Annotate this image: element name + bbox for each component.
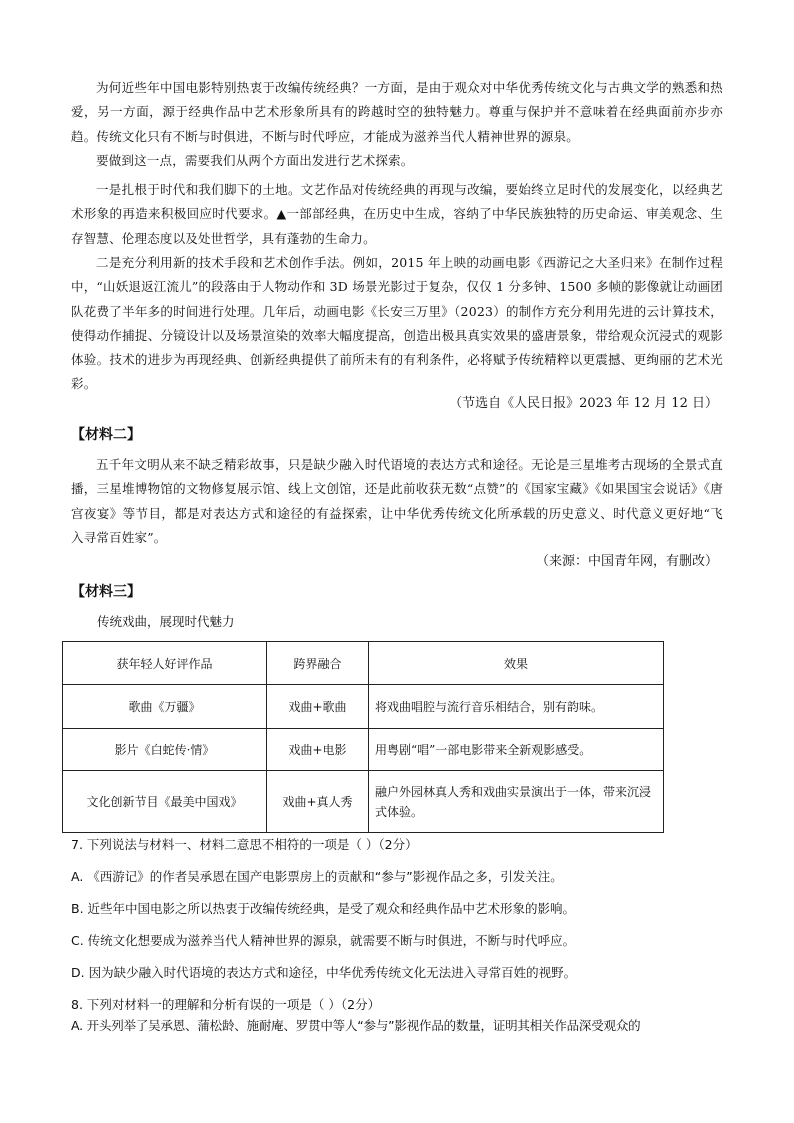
crossover-works-table [62,641,664,833]
table-cell-crossover: 戏曲+真人秀 [267,771,369,833]
table-cell-effect: 将戏曲唱腔与流行音乐相结合，别有韵味。 [369,685,664,729]
material2-paragraph: 五千年文明从来不缺乏精彩故事，只是缺少融入时代语境的表达方式和途径。无论是三星堆考古现场的全景式直播，三星堆博物馆的文物修复展示馆、线上文创馆，还是此前收获无数“点赞”的《国家宝藏》《如果国宝会说话》《唐宫夜宴》等节目，都是对表达方式和途径的有益探索，让中华优秀传统文化所承载的历史意义、时代意义更好地“飞入寻常百姓家”。 [71,457,723,545]
table-row [63,729,664,771]
question-7-option-a: A. 《西游记》的作者吴承恩在国产电影票房上的贡献和“参与”影视作品之多，引发关注。 [71,869,563,884]
material2-source: （来源：中国青年网，有删改） [535,554,718,569]
table-header-work: 获年轻人好评作品 [63,642,267,685]
question-7-option-d: D. 因为缺少融入时代语境的表达方式和途径，中华优秀传统文化无法进入寻常百姓的视野。 [71,965,577,980]
question-7-stem: 7. 下列说法与材料一、材料二意思不相符的一项是（ ）（2分） [71,837,418,852]
question-7-option-c: C. 传统文化想要成为滋养当代人精神世界的源泉，就需要不断与时俱进，不断与时代呼应。 [71,933,576,948]
table-cell-work: 影片《白蛇传·情》 [63,729,267,771]
table-header-effect: 效果 [369,642,664,685]
table-cell-crossover: 戏曲+歌曲 [267,685,369,729]
table-row [63,771,664,833]
material1-source: （节选自《人民日报》2023 年 12 月 12 日） [449,396,718,411]
table-cell-effect: 融户外园林真人秀和戏曲实景演出于一体，带来沉浸式体验。 [369,771,664,833]
table-cell-crossover: 戏曲+电影 [267,729,369,771]
material1-paragraph-2: 要做到这一点，需要我们从两个方面出发进行艺术探索。 [96,153,414,168]
material2-heading: 【材料二】 [71,427,141,443]
material1-paragraph-1: 为何近些年中国电影特别热衷于改编传统经典？一方面，是由于观众对中华优秀传统文化与古典文学的熟悉和热爱，另一方面，源于经典作品中艺术形象所具有的跨越时空的独特魅力。尊重与保护并不意味着在经典面前亦步亦趋。传统文化只有不断与时俱进，不断与时代呼应，才能成为滋养当代人精神世界的源泉。 [71,80,723,144]
question-8-stem: 8. 下列对材料一的理解和分析有误的一项是（ ）（2分） [71,997,381,1012]
material3-heading: 【材料三】 [71,584,141,600]
question-8-option-a: A. 开头列举了吴承恩、蒲松龄、施耐庵、罗贯中等人“参与”影视作品的数量，证明其相关作品深受观众的 [71,1018,641,1033]
table-header-crossover: 跨界融合 [267,642,369,685]
table-cell-effect: 用粤剧“唱”一部电影带来全新观影感受。 [369,729,664,771]
material3-subtitle: 传统戏曲，展现时代魅力 [97,614,235,629]
material1-paragraph-4: 二是充分利用新的技术手段和艺术创作手法。例如，2015 年上映的动画电影《西游记之大圣归来》在制作过程中，“山妖退返江流儿”的段落由于人物动作和 3D 场景光影过于复杂，仅仅 1 分多钟、1500 多帧的影像就让动画团队花费了半年多的时间进行处理。几年后，动画电影《长安三万里》（2023）的制作方充分利用先进的云计算技术，使得动作捕捉、分镜设计以及场景渲染的效率大幅度提高，创造出极具真实效果的盛唐景象，带给观众沉浸式的观影体验。技术的进步为再现经典、创新经典提供了前所未有的有利条件，必将赋予传统精粹以更震撼、更绚丽的艺术光彩。 [71,255,723,392]
table-header-row [63,642,664,685]
table-cell-work: 文化创新节目《最美中国戏》 [63,771,267,833]
material1-paragraph-3: 一是扎根于时代和我们脚下的土地。文艺作品对传统经典的再现与改编，要始终立足时代的发展变化，以经典艺术形象的再造来积极回应时代要求。▲一部部经典，在历史中生成，容纳了中华民族独特的历史命运、审美观念、生存智慧、伦理态度以及处世哲学，具有蓬勃的生命力。 [71,182,723,246]
question-7-option-b: B. 近些年中国电影之所以热衷于改编传统经典，是受了观众和经典作品中艺术形象的影响。 [71,901,576,916]
table-cell-work: 歌曲《万疆》 [63,685,267,729]
table-row [63,685,664,729]
